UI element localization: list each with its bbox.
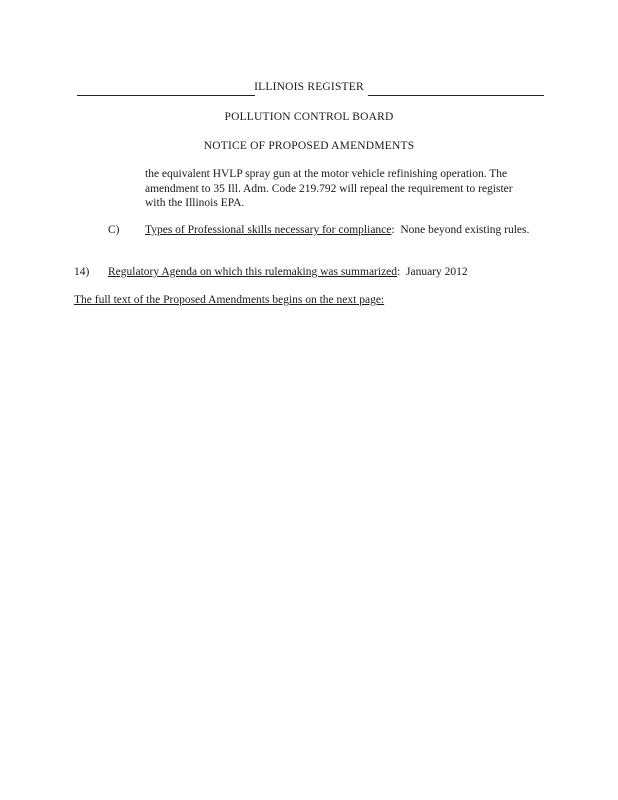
continued-line-2: amendment to 35 Ill. Adm. Code 219.792 will repeal the requirement to register [145,182,513,195]
item-c-body: None beyond existing rules. [400,224,530,236]
continued-line-1: the equivalent HVLP spray gun at the motor vehicle refinishing operation. The [145,168,508,180]
notice-title: NOTICE OF PROPOSED AMENDMENTS [203,140,415,152]
register-title: ILLINOIS REGISTER [254,81,364,93]
board-name: POLLUTION CONTROL BOARD [224,111,394,123]
item-14-text [108,265,538,280]
continued-paragraph [145,167,535,211]
item-c-separator: : [391,224,401,236]
item-c-text [145,223,535,238]
item-14-separator: : [397,266,406,278]
item-14-label: 14) [74,266,90,278]
continued-line-3: with the Illinois EPA. [145,197,245,209]
item-14-body: January 2012 [406,266,468,278]
header-rule-right [368,95,544,96]
item-14-heading: Regulatory Agenda on which this rulemaking was summarized [108,266,398,278]
header-rule-left [77,95,255,96]
closing-line: The full text of the Proposed Amendments begins on the next page: [74,294,385,306]
item-c-label: C) [108,224,120,236]
item-c-heading: Types of Professional skills necessary for compliance [145,224,392,236]
